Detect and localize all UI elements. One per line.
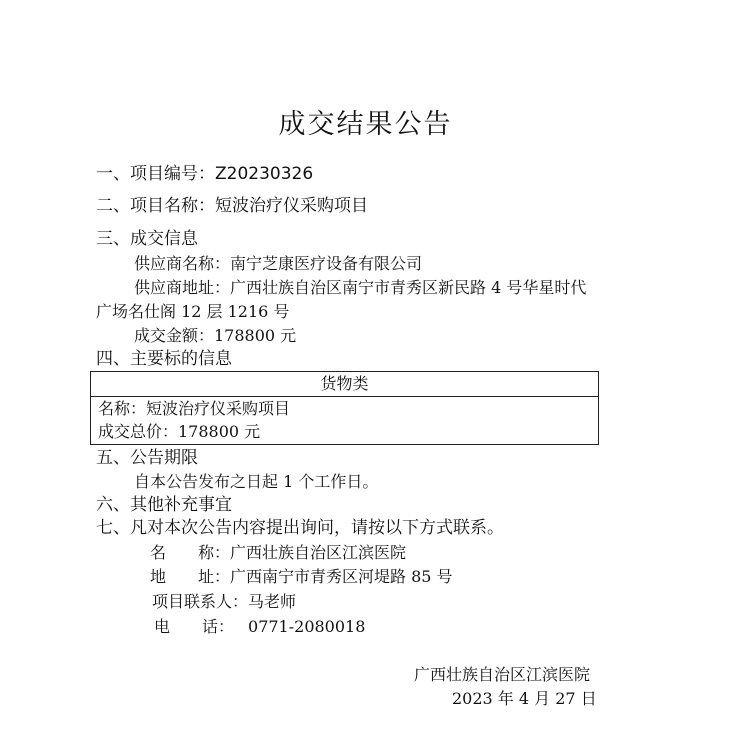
main-subject-heading: 四、主要标的信息 [96, 349, 232, 369]
contact-phone-value: 0771-2080018 [248, 617, 366, 636]
supplier-address-line1: 供应商地址：广西壮族自治区南宁市青秀区新民路 4 号华星时代 [134, 278, 587, 297]
signature-date: 2023 年 4 月 27 日 [452, 689, 597, 708]
subject-table [90, 371, 599, 445]
contact-name-label: 名 称： [150, 543, 231, 562]
contact-person-line [152, 591, 296, 613]
project-number-label: 一、项目编号： [96, 164, 215, 184]
contact-phone-label: 电 话： [154, 617, 235, 636]
supplier-name: 供应商名称：南宁芝康医疗设备有限公司 [134, 254, 423, 273]
contact-address-line [150, 566, 453, 588]
document-title: 成交结果公告 [278, 109, 453, 140]
project-name-value: 短波治疗仪采购项目 [215, 196, 368, 216]
project-name-line [96, 195, 368, 217]
project-name-label: 二、项目名称： [96, 196, 215, 216]
project-number-value: Z20230326 [215, 164, 314, 184]
contact-name-value: 广西壮族自治区江滨医院 [230, 543, 407, 562]
other-matters-heading: 六、其他补充事宜 [96, 495, 232, 515]
contact-heading: 七、凡对本次公告内容提出询问，请按以下方式联系。 [96, 518, 504, 538]
project-number-line [96, 163, 313, 185]
contact-address-label: 地 址： [150, 567, 231, 586]
notice-period-heading: 五、公告期限 [96, 448, 198, 468]
subject-table-name-row: 名称：短波治疗仪采购项目 [98, 399, 291, 418]
subject-table-total-row: 成交总价：178800 元 [98, 422, 261, 441]
signature-org: 广西壮族自治区江滨医院 [414, 665, 591, 684]
contact-person-value: 马老师 [248, 592, 297, 611]
subject-table-header: 货物类 [91, 372, 598, 397]
notice-period-body: 自本公告发布之日起 1 个工作日。 [134, 472, 379, 491]
contact-phone-line [154, 616, 365, 638]
contact-address-value: 广西南宁市青秀区河堤路 85 号 [230, 567, 453, 586]
deal-amount: 成交金额：178800 元 [134, 326, 297, 345]
contact-name-line [150, 542, 406, 564]
supplier-address-line2: 广场名仕阁 12 层 1216 号 [96, 302, 290, 321]
contact-person-label: 项目联系人： [152, 592, 249, 611]
deal-info-heading: 三、成交信息 [96, 229, 198, 249]
